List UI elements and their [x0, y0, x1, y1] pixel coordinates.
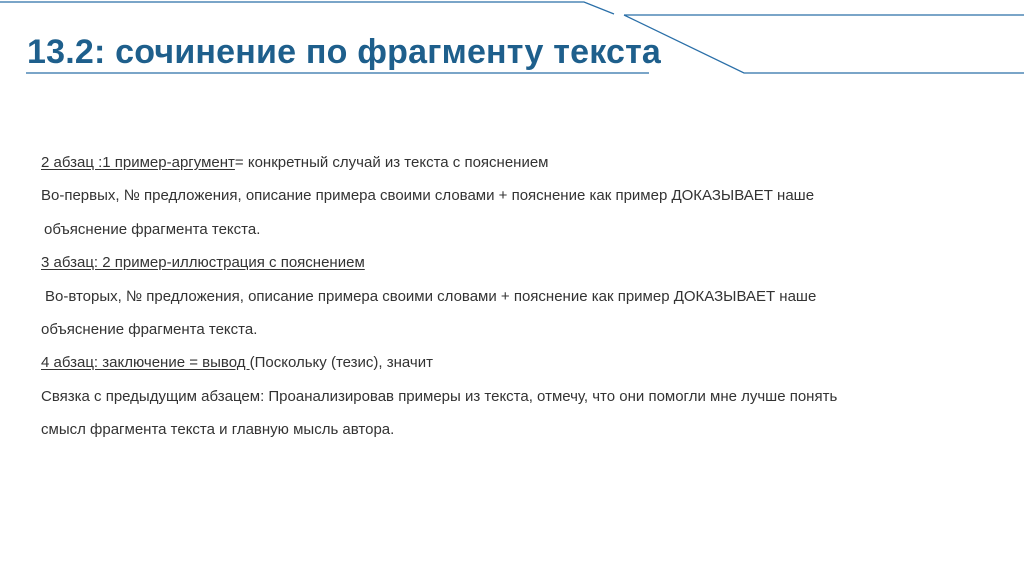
text-line-6: [41, 313, 1001, 346]
paragraph-heading-2: 2 абзац :1 пример-аргумент: [41, 154, 235, 171]
text-line-1: [41, 146, 1001, 179]
text-segment: = конкретный случай из текста с пояснением: [234, 154, 549, 171]
text-line-4: [41, 246, 1001, 279]
paragraph-heading-3: 3 абзац: 2 пример-иллюстрация с пояснением: [41, 254, 365, 272]
text-line-7: [41, 346, 1001, 379]
text-segment: смысл фрагмента текста и главную мысль автора.: [41, 421, 395, 439]
text-segment: (Поскольку (тезис), значит: [249, 354, 433, 372]
paragraph-heading-4: 4 абзац: заключение = вывод: [41, 354, 250, 372]
text-line-5: [41, 280, 1001, 313]
decor-line-top-left: [0, 2, 614, 14]
text-segment: объяснение фрагмента текста.: [44, 220, 261, 238]
text-line-3: [41, 213, 1001, 246]
text-line-2: [41, 179, 1001, 212]
text-segment: Во-вторых, № предложения, описание примера своими словами + пояснение как пример ДОКАЗЫВАЕТ наше: [45, 287, 817, 305]
text-line-9: [41, 413, 1001, 446]
decor-line-right-diagonal: [624, 15, 1024, 73]
text-segment: объяснение фрагмента текста.: [41, 321, 258, 339]
text-segment: Связка с предыдущим абзацем: Проанализировав примеры из текста, отмечу, что они помогли мне лучше понять: [41, 387, 838, 405]
text-segment: Во-первых, № предложения, описание примера своими словами + пояснение как пример ДОКАЗЫВАЕТ наше: [41, 187, 815, 205]
slide-title: 13.2: сочинение по фрагменту текста: [27, 33, 662, 71]
slide-body: [41, 146, 1001, 447]
text-line-8: [41, 380, 1001, 413]
